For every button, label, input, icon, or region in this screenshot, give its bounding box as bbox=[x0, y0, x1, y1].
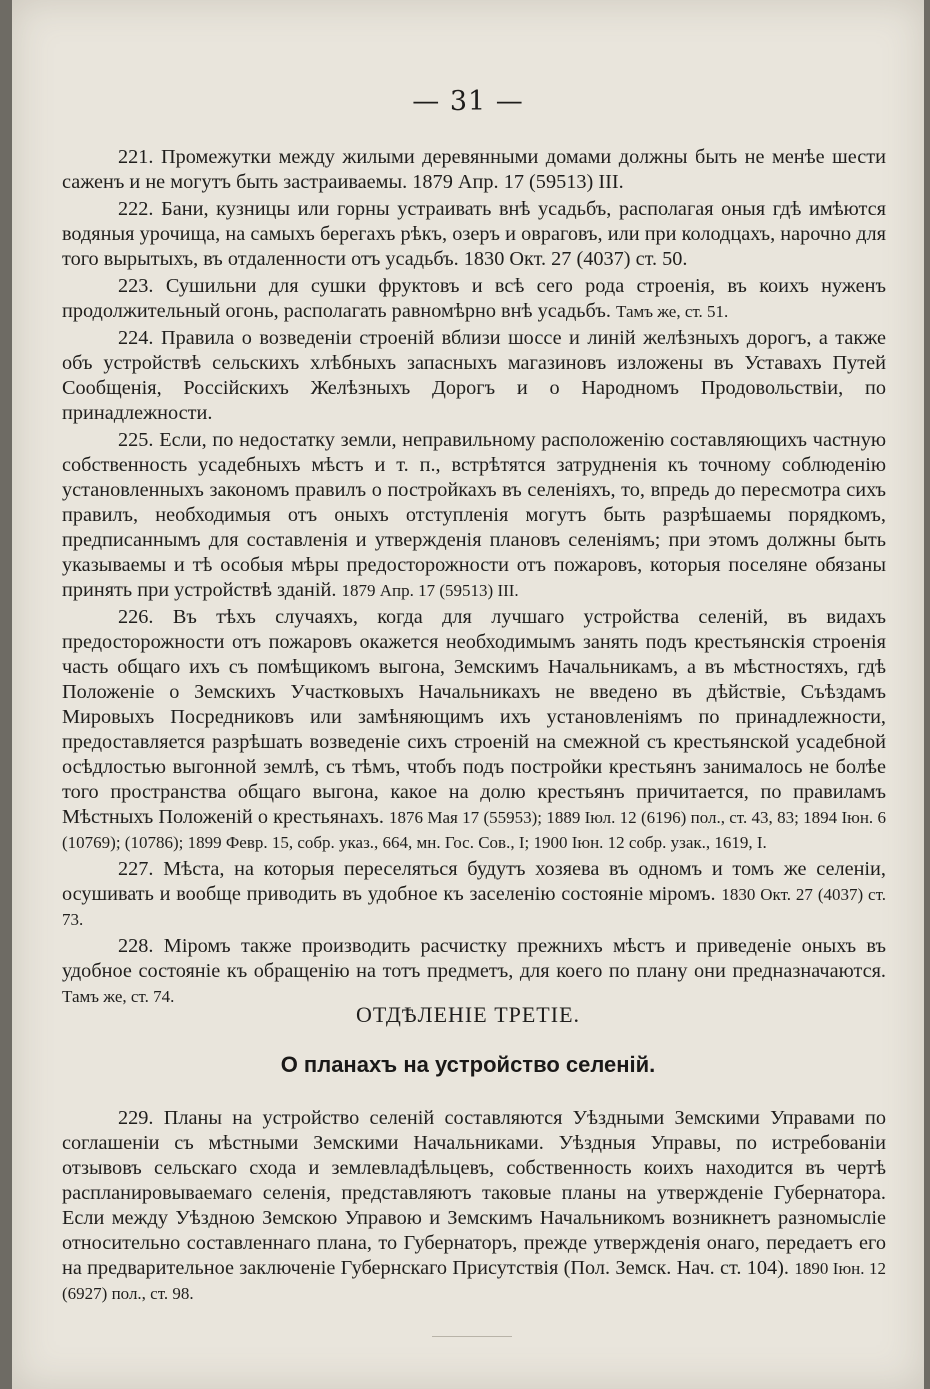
page-number: — 31 — bbox=[412, 86, 524, 117]
article-text: Въ тѣхъ случаяхъ, когда для лучшаго устройства селеній, въ видахъ предосторожности отъ пожаровъ окажется необходимымъ занять подъ крестьянскія строенія часть общаго ихъ съ помѣщикомъ выгона, Земскимъ Начальникамъ, а въ мѣстностяхъ, гдѣ Положеніе о Земскихъ Участковыхъ Начальникахъ не введено въ дѣйствіе, Съѣздамъ Мировыхъ Посредниковъ или замѣняющимъ ихъ установленіямъ по принадлежности, предоставляется разрѣшать возведеніе сихъ строеній на смежной съ крестьянской усадебной осѣдлостью выгонной землѣ, съ тѣмъ, чтобъ подъ постройки крестьянъ занималось не болѣе того пространства общаго выгона, какое на долю крестьянъ причитается, по правиламъ Мѣстныхъ Положеній о крестьянахъ. bbox=[62, 606, 886, 828]
article-reference: 1830 Окт. 27 (4037) ст. 73. bbox=[62, 885, 887, 929]
article-223 bbox=[62, 274, 886, 324]
article-reference: 1876 Мая 17 (55953); 1889 Іюл. 12 (6196) пол., ст. 43, 83; 1894 Іюн. 6 (10769); (10786); 1899 Февр. 15, собр. указ., 664, мн. Гос. Сов., I; 1900 Іюн. 12 собр. узак., 1619, I. bbox=[62, 808, 886, 852]
bottom-rule bbox=[432, 1336, 512, 1337]
article-text: Планы на устройство селеній составляются Уѣздными Земскими Управами по соглашеніи съ мѣстными Земскими Начальниками. Уѣздныя Управы, по истребованіи отзывовъ сельскаго схода и землевладѣльцевъ, собственность коихъ находится въ чертѣ распланировываемаго селенія, представляютъ таковые планы на утвержденіе Губернатора. Если между Уѣздною Земскою Управою и Земскимъ Начальникомъ возникнетъ разномысліе относительно составленнаго плана, то Губернаторъ, прежде утвержденія онаго, передаетъ его на предварительное заключеніе Губернскаго Присутствія (Пол. Земск. Нач. ст. 104). bbox=[62, 1107, 886, 1279]
article-222 bbox=[62, 197, 886, 272]
article-number: 222. bbox=[118, 198, 154, 220]
article-227 bbox=[62, 857, 886, 932]
article-number: 226. bbox=[118, 606, 154, 628]
articles-top bbox=[62, 145, 886, 1011]
article-text: Если, по недостатку земли, неправильному расположенію составляющихъ частную собственность усадебныхъ мѣстъ и т. п., встрѣтятся затрудненія къ точному соблюденію установленныхъ закономъ правилъ о постройкахъ въ селеніяхъ, то, впредь до пересмотра сихъ правилъ, необходимыя отъ оныхъ отступленія могутъ быть разрѣшаемы порядкомъ, предписаннымъ для составленія и утвержденія плановъ селеніямъ; при этомъ должны быть указываемы и тѣ особыя мѣры предосторожности отъ пожаровъ, которыя поселяне обязаны принять при устройствѣ зданій. bbox=[62, 429, 886, 601]
article-text: Міромъ также производить расчистку прежнихъ мѣстъ и приведеніе оныхъ въ удобное состояніе къ обращенію на тотъ предметъ, для коего по плану они предназначаются. bbox=[62, 935, 886, 982]
articles-bottom bbox=[62, 1106, 886, 1308]
article-number: 221. bbox=[118, 146, 154, 168]
article-number: 225. bbox=[118, 429, 154, 451]
article-number: 227. bbox=[118, 858, 154, 880]
article-number: 229. bbox=[118, 1107, 154, 1129]
article-number: 223. bbox=[118, 275, 154, 297]
article-226 bbox=[62, 605, 886, 855]
article-text: Сушильни для сушки фруктовъ и всѣ сего рода строенія, въ коихъ нуженъ продолжительный огонь, располагать равномѣрно внѣ усадьбъ. bbox=[62, 275, 886, 322]
article-reference: Тамъ же, ст. 74. bbox=[62, 987, 175, 1006]
document-page bbox=[12, 0, 924, 1389]
article-number: 228. bbox=[118, 935, 154, 957]
article-text: Мѣста, на которыя переселяться будутъ хозяева въ одномъ и томъ же селеніи, осушивать и вообще приводить въ удобное къ заселенію состояніе міромъ. bbox=[62, 858, 886, 905]
article-228 bbox=[62, 934, 886, 1009]
article-text: Бани, кузницы или горны устраивать внѣ усадьбъ, располагая оныя гдѣ имѣются водяныя урочища, на самыхъ берегахъ рѣкъ, озеръ и овраговъ, или при колодцахъ, нарочно для того вырытыхъ, въ отдаленности отъ усадьбъ. 1830 Окт. 27 (4037) ст. 50. bbox=[62, 198, 886, 270]
article-text: Правила о возведеніи строеній вблизи шоссе и линій желѣзныхъ дорогъ, а также объ устройствѣ сельскихъ хлѣбныхъ запасныхъ магазиновъ изложены въ Уставахъ Путей Сообщенія, Россійскихъ Желѣзныхъ Дорогъ и о Народномъ Продовольствіи, по принадлежности. bbox=[62, 327, 886, 424]
article-224 bbox=[62, 326, 886, 426]
section-title: ОТДѢЛЕНІЕ ТРЕТІЕ. bbox=[355, 1002, 581, 1027]
article-221 bbox=[62, 145, 886, 195]
article-reference: 1890 Іюн. 12 (6927) пол., ст. 98. bbox=[62, 1259, 886, 1303]
article-text: Промежутки между жилыми деревянными домами должны быть не менѣе шести саженъ и не могутъ быть застраиваемы. 1879 Апр. 17 (59513) III. bbox=[62, 146, 886, 193]
article-reference: 1879 Апр. 17 (59513) III. bbox=[341, 581, 519, 600]
article-225 bbox=[62, 428, 886, 603]
article-229 bbox=[62, 1106, 886, 1306]
article-reference: Тамъ же, ст. 51. bbox=[615, 302, 729, 321]
section-subtitle: О планахъ на устройство селеній. bbox=[280, 1052, 656, 1077]
article-number: 224. bbox=[118, 327, 154, 349]
